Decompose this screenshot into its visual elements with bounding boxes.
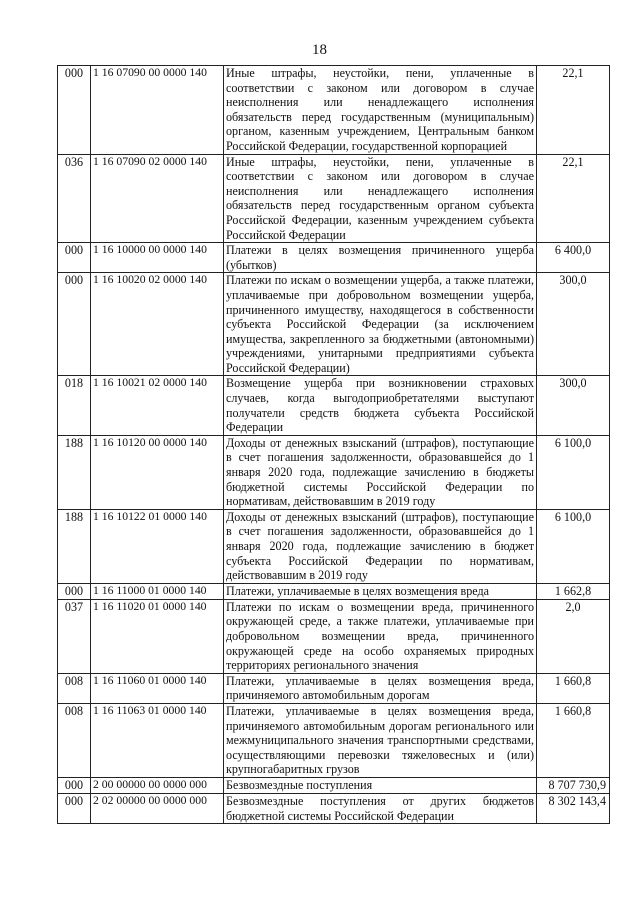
budget-code-cell: 2 00 00000 00 0000 000 (91, 778, 224, 794)
budget-code-cell: 1 16 07090 02 0000 140 (91, 154, 224, 243)
table-row (58, 599, 610, 673)
revenue-name-cell: Доходы от денежных взысканий (штрафов), поступающие в счет погашения задолженности, образовавшейся до 1 января 2020 года, подлежащие зачислению в бюджет субъекта Российской Федерации по нормативам, действовавшим в 2019 году (224, 509, 537, 583)
table-row (58, 66, 610, 155)
admin-code-cell: 000 (58, 273, 91, 376)
page-number: 18 (312, 42, 327, 58)
budget-code-cell: 2 02 00000 00 0000 000 (91, 794, 224, 824)
budget-code-cell: 1 16 10120 00 0000 140 (91, 435, 224, 509)
amount-cell: 1 660,8 (537, 704, 610, 778)
amount-cell: 8 302 143,4 (537, 794, 610, 824)
revenue-name-cell: Безвозмездные поступления от других бюджетов бюджетной системы Российской Федерации (224, 794, 537, 824)
budget-code-cell: 1 16 10000 00 0000 140 (91, 243, 224, 273)
revenue-name-cell: Иные штрафы, неустойки, пени, уплаченные в соответствии с законом или договором в случае неисполнения или ненадлежащего исполнения обязательств перед государственным (муниципальным) органом, казенным учреждением, Центральным банком Российской Федерации, государственной корпорацией (224, 66, 537, 155)
amount-cell: 6 100,0 (537, 435, 610, 509)
table-row (58, 583, 610, 599)
budget-code-cell: 1 16 10122 01 0000 140 (91, 509, 224, 583)
table-row (58, 509, 610, 583)
revenue-name-cell: Платежи по искам о возмещении вреда, причиненного окружающей среде, а также платежи, уплачиваемые при добровольном возмещении вреда, причиненного окружающей среде на особо охраняемых природных территориях регионального значения (224, 599, 537, 673)
amount-cell: 22,1 (537, 66, 610, 155)
admin-code-cell: 000 (58, 243, 91, 273)
revenue-name-cell: Платежи, уплачиваемые в целях возмещения вреда, причиняемого автомобильным дорогам регионального или межмуниципального значения транспортными средствами, осуществляющими перевозки тяжеловесных и (или) крупногабаритных грузов (224, 704, 537, 778)
table-row (58, 778, 610, 794)
amount-cell: 6 400,0 (537, 243, 610, 273)
admin-code-cell: 000 (58, 794, 91, 824)
amount-cell: 300,0 (537, 376, 610, 435)
amount-cell: 8 707 730,9 (537, 778, 610, 794)
admin-code-cell: 008 (58, 673, 91, 703)
table-row (58, 794, 610, 824)
amount-cell: 2,0 (537, 599, 610, 673)
table-row (58, 435, 610, 509)
budget-revenue-table (57, 65, 610, 824)
revenue-name-cell: Платежи, уплачиваемые в целях возмещения вреда, причиняемого автомобильным дорогам (224, 673, 537, 703)
revenue-name-cell: Доходы от денежных взысканий (штрафов), поступающие в счет погашения задолженности, образовавшейся до 1 января 2020 года, подлежащие зачислению в бюджеты бюджетной системы Российской Федерации по нормативам, действовавшим в 2019 году (224, 435, 537, 509)
budget-code-cell: 1 16 11000 01 0000 140 (91, 583, 224, 599)
budget-code-cell: 1 16 11060 01 0000 140 (91, 673, 224, 703)
admin-code-cell: 000 (58, 583, 91, 599)
revenue-name-cell: Платежи, уплачиваемые в целях возмещения вреда (224, 583, 537, 599)
revenue-name-cell: Платежи в целях возмещения причиненного ущерба (убытков) (224, 243, 537, 273)
budget-code-cell: 1 16 10020 02 0000 140 (91, 273, 224, 376)
budget-code-cell: 1 16 10021 02 0000 140 (91, 376, 224, 435)
amount-cell: 6 100,0 (537, 509, 610, 583)
amount-cell: 1 662,8 (537, 583, 610, 599)
admin-code-cell: 036 (58, 154, 91, 243)
revenue-name-cell: Безвозмездные поступления (224, 778, 537, 794)
amount-cell: 300,0 (537, 273, 610, 376)
admin-code-cell: 000 (58, 66, 91, 155)
budget-code-cell: 1 16 11020 01 0000 140 (91, 599, 224, 673)
budget-code-cell: 1 16 07090 00 0000 140 (91, 66, 224, 155)
admin-code-cell: 000 (58, 778, 91, 794)
revenue-name-cell: Иные штрафы, неустойки, пени, уплаченные в соответствии с законом или договором в случае неисполнения или ненадлежащего исполнения обязательств перед государственным органом субъекта Российской Федерации, казенным учреждением субъекта Российской Федерации (224, 154, 537, 243)
amount-cell: 22,1 (537, 154, 610, 243)
admin-code-cell: 037 (58, 599, 91, 673)
table-row (58, 376, 610, 435)
table-row (58, 273, 610, 376)
table-row (58, 673, 610, 703)
admin-code-cell: 188 (58, 435, 91, 509)
amount-cell: 1 660,8 (537, 673, 610, 703)
admin-code-cell: 018 (58, 376, 91, 435)
table-row (58, 243, 610, 273)
table-row (58, 154, 610, 243)
revenue-name-cell: Платежи по искам о возмещении ущерба, а также платежи, уплачиваемые при добровольном возмещении ущерба, причиненного имуществу, находящегося в собственности субъекта Российской Федерации (за исключением имущества, закрепленного за бюджетными (автономными) учреждениями, унитарными предприятиями субъекта Российской Федерации) (224, 273, 537, 376)
table-row (58, 704, 610, 778)
admin-code-cell: 008 (58, 704, 91, 778)
budget-code-cell: 1 16 11063 01 0000 140 (91, 704, 224, 778)
revenue-name-cell: Возмещение ущерба при возникновении страховых случаев, когда выгодоприобретателями выступают получатели средств бюджета субъекта Российской Федерации (224, 376, 537, 435)
admin-code-cell: 188 (58, 509, 91, 583)
